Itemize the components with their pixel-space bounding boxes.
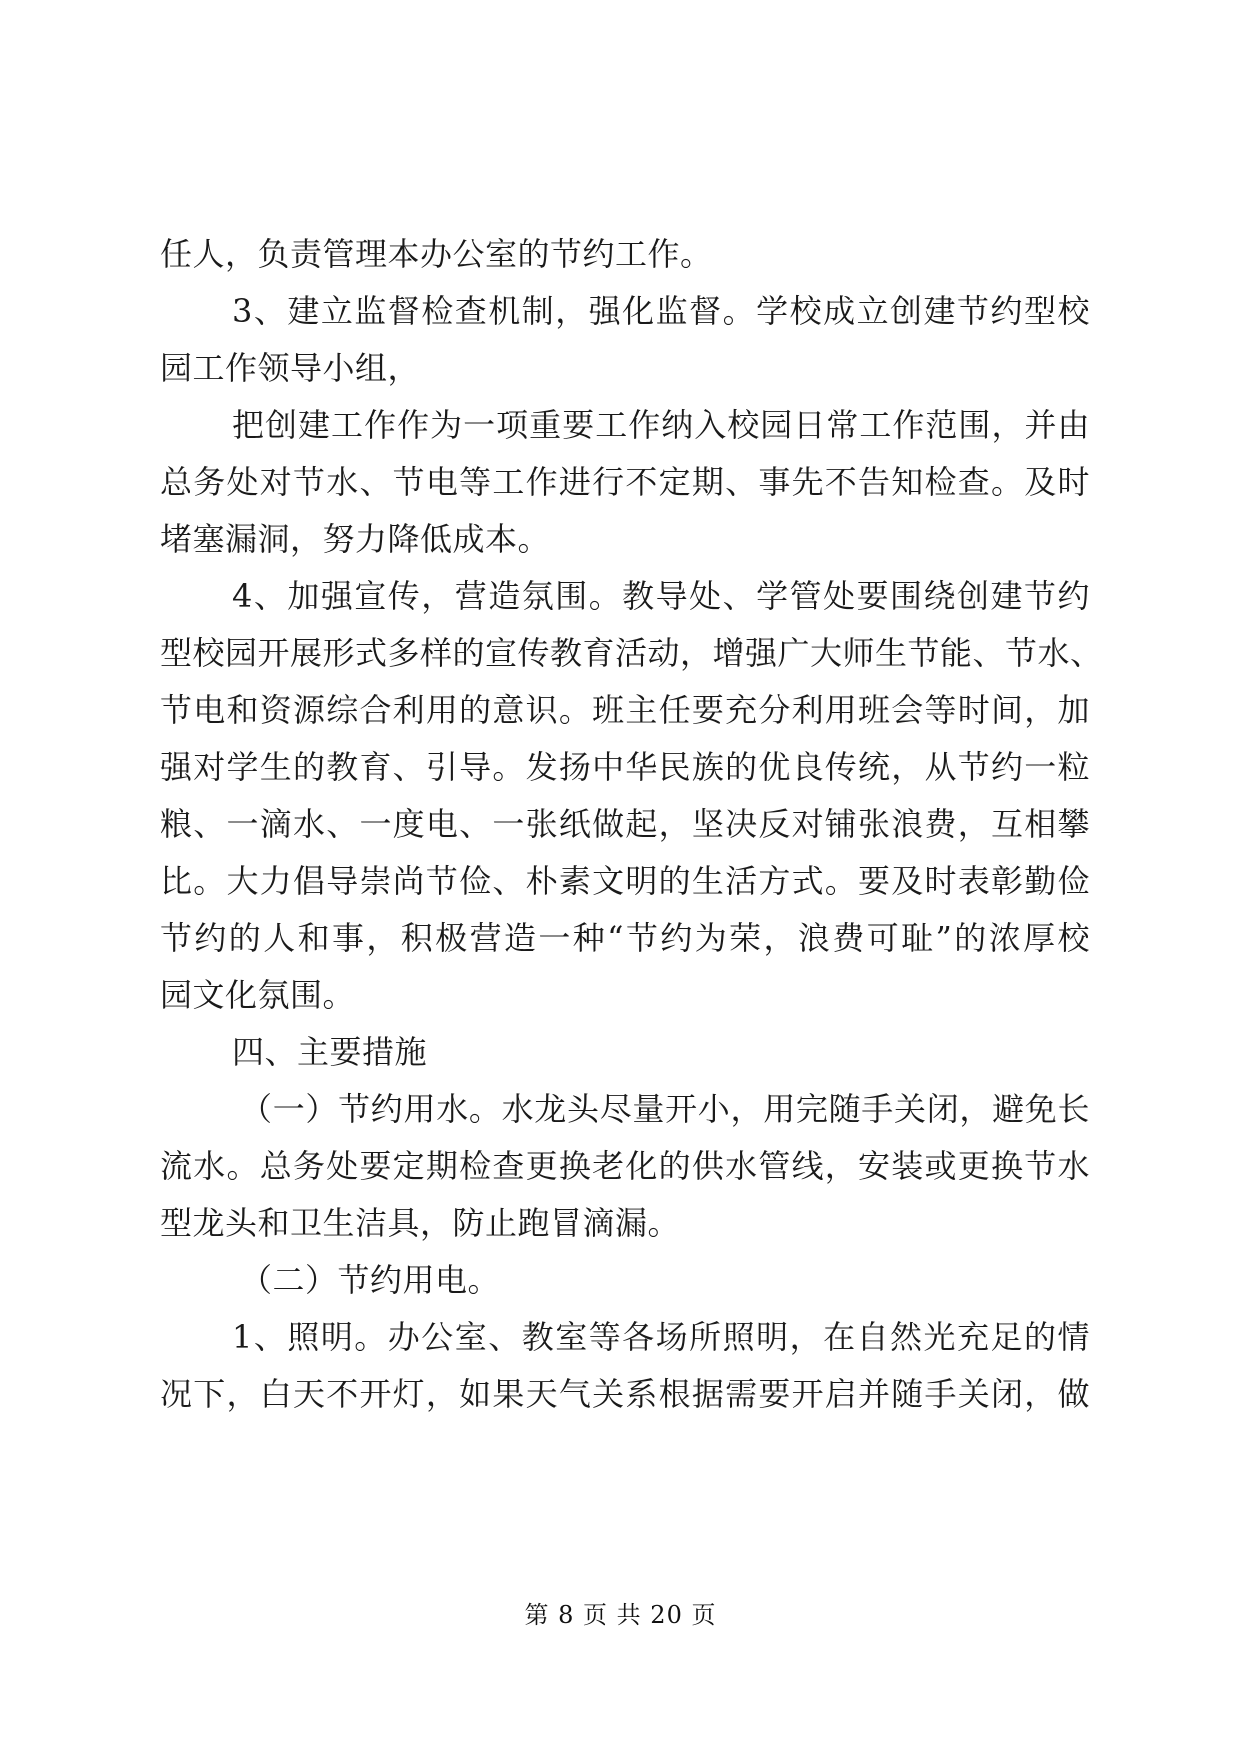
subsection-heading-2: （二）节约用电。	[240, 1261, 501, 1299]
text-line: 节电和资源综合利用的意识。班主任要充分利用班会等时间，加	[160, 691, 1090, 729]
paragraph-heading-3: 3、建立监督检查机制，强化监督。学校成立创建节约型校	[232, 292, 1090, 330]
text-line: 节约的人和事，积极营造一种“节约为荣，浪费可耻”的浓厚校	[160, 919, 1090, 957]
text-line: 粮、一滴水、一度电、一张纸做起，坚决反对铺张浪费，互相攀	[160, 805, 1090, 843]
text-line: 堵塞漏洞，努力降低成本。	[160, 520, 551, 558]
paragraph-heading-4: 4、加强宣传，营造氛围。教导处、学管处要围绕创建节约	[232, 577, 1090, 615]
text-line: 型校园开展形式多样的宣传教育活动，增强广大师生节能、节水、	[160, 634, 1103, 672]
document-body	[160, 226, 1103, 1423]
page-number-footer: 第 8 页 共 20 页	[524, 1601, 717, 1629]
paragraph-heading-1: 1、照明。办公室、教室等各场所照明，在自然光充足的情	[232, 1318, 1090, 1356]
text-line: 强对学生的教育、引导。发扬中华民族的优良传统，从节约一粒	[160, 748, 1090, 786]
section-heading: 四、主要措施	[232, 1033, 428, 1071]
text-line: 园文化氛围。	[160, 976, 356, 1014]
text-line: 总务处对节水、节电等工作进行不定期、事先不告知检查。及时	[160, 463, 1090, 501]
text-line: 比。大力倡导崇尚节俭、朴素文明的生活方式。要及时表彰勤俭	[160, 862, 1090, 900]
paragraph-start: 把创建工作作为一项重要工作纳入校园日常工作范围，并由	[232, 406, 1090, 444]
text-line: 流水。总务处要定期检查更换老化的供水管线，安装或更换节水	[160, 1147, 1090, 1185]
text-line: 况下，白天不开灯，如果天气关系根据需要开启并随手关闭，做	[160, 1375, 1090, 1413]
text-line: 园工作领导小组，	[160, 349, 421, 387]
text-line: 任人，负责管理本办公室的节约工作。	[160, 235, 713, 273]
subsection-heading-1: （一）节约用水。水龙头尽量开小，用完随手关闭，避免长	[240, 1090, 1090, 1128]
text-line: 型龙头和卫生洁具，防止跑冒滴漏。	[160, 1204, 681, 1242]
